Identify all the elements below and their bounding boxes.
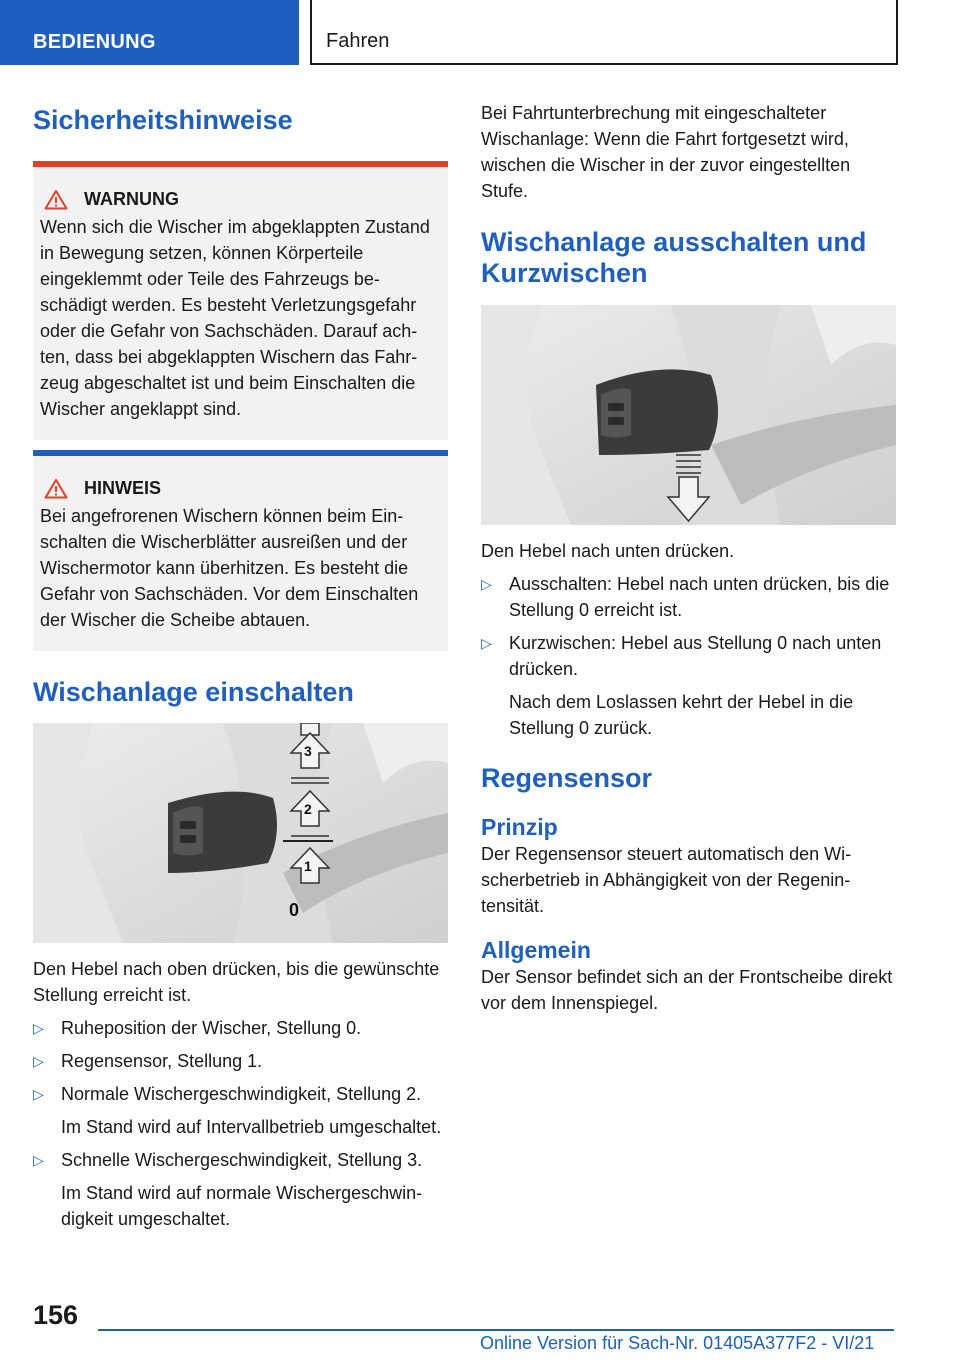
heading-wiper-off: Wischanlage ausschalten und Kurzwischen — [481, 227, 867, 288]
warning-title: WARNUNG — [84, 189, 179, 209]
position-label-2: 2 — [304, 801, 312, 817]
warning-triangle-icon — [44, 189, 68, 210]
footer-version: Online Version für Sach-Nr. 01405A377F2 - VI/21 — [480, 1333, 875, 1353]
note-title: HINWEIS — [84, 478, 162, 498]
note-header — [40, 478, 438, 499]
position-label-0: 0 — [289, 900, 300, 920]
list-item-text: Ausschalten: Hebel nach unten drücken, bis die Stellung 0 erreicht ist. — [509, 574, 890, 620]
section-title: BEDIENUNG — [33, 31, 156, 53]
general-text: Der Sensor befindet sich an der Frontscheibe direkt vor dem Innenspiegel. — [481, 967, 893, 1013]
right-column — [481, 100, 896, 1016]
triangle-bullet-icon: ▷ — [33, 1152, 44, 1168]
heading-wiper-on: Wischanlage einschalten — [33, 677, 354, 707]
warning-triangle-icon — [44, 478, 68, 499]
lever-up-intro: Den Hebel nach oben drücken, bis die gewünschte Stellung erreicht ist. — [33, 959, 440, 1005]
list-item — [481, 571, 896, 623]
chapter-tab — [310, 0, 898, 65]
list-item-text: Normale Wischergeschwindigkeit, Stellung 2. — [61, 1084, 422, 1104]
list-item-text: Ruheposition der Wischer, Stellung 0. — [61, 1018, 362, 1038]
triangle-bullet-icon: ▷ — [481, 635, 492, 651]
note-text: Bei angefrorenen Wischern können beim Einschalten die Wischerblätter ausreißen und der Wischermotor kann überhitzen. Es besteht die Gefahr von Sachschäden. Vor dem Einschalten der Wischer die Scheibe abtauen. — [40, 506, 419, 630]
interrupt-text: Bei Fahrtunterbrechung mit eingeschalteter Wischanlage: Wenn die Fahrt fortgesetzt wird, wischen die Wischer in der zuvor eingestellten Stufe. — [481, 103, 851, 201]
warning-text: Wenn sich die Wischer im abgeklappten Zustand in Bewegung setzen, können Körperteile eingeklemmt oder Teile des Fahrzeugs beschädigt werden. Es besteht Verletzungsgefahr oder die Gefahr von Sachschäden. Darauf achten, dass bei abgeklappten Wischern das Fahrzeug abgeschaltet ist und beim Einschalten die Wischer angeklappt sind. — [40, 217, 430, 419]
list-item-subtext: Nach dem Loslassen kehrt der Hebel in die Stellung 0 zurück. — [509, 692, 854, 738]
list-item — [33, 1081, 448, 1107]
list-item-subtext: Im Stand wird auf normale Wischergeschwindigkeit umgeschaltet. — [61, 1183, 423, 1229]
list-item-text: Schnelle Wischergeschwindigkeit, Stellung 3. — [61, 1150, 423, 1170]
footer-divider — [98, 1329, 894, 1331]
principle-text: Der Regensensor steuert automatisch den Wischerbetrieb in Abhängigkeit von der Regenintensität. — [481, 844, 852, 916]
chapter-title: Fahren — [326, 30, 390, 52]
triangle-bullet-icon: ▷ — [33, 1020, 44, 1036]
list-item-subtext: Im Stand wird auf Intervallbetrieb umgeschaltet. — [61, 1117, 442, 1137]
heading-rain-sensor: Regensensor — [481, 763, 653, 793]
right-bullet-list — [481, 571, 896, 741]
page-number: 156 — [33, 1300, 79, 1330]
list-item — [33, 1015, 448, 1041]
lever-down-intro: Den Hebel nach unten drücken. — [481, 541, 735, 561]
list-item — [33, 1048, 448, 1074]
warning-header — [40, 189, 438, 210]
note-box — [33, 450, 448, 651]
left-bullet-list — [33, 1015, 448, 1232]
list-item-text: Kurzwischen: Hebel aus Stellung 0 nach unten drücken. — [509, 633, 882, 679]
list-item-text: Regensensor, Stellung 1. — [61, 1051, 263, 1071]
wiper-lever-illustration — [481, 305, 896, 525]
wiper-lever-up-figure — [33, 723, 448, 943]
section-tab — [0, 0, 299, 65]
triangle-bullet-icon: ▷ — [33, 1053, 44, 1069]
list-item — [33, 1147, 448, 1173]
list-item — [481, 630, 896, 682]
position-label-3: 3 — [304, 743, 312, 759]
subheading-principle: Prinzip — [481, 814, 558, 840]
heading-safety: Sicherheitshinweise — [33, 105, 293, 135]
subheading-general: Allgemein — [481, 937, 591, 963]
position-label-1: 1 — [304, 858, 312, 874]
left-column — [33, 100, 448, 1232]
warning-box — [33, 161, 448, 440]
triangle-bullet-icon: ▷ — [33, 1086, 44, 1102]
wiper-lever-illustration — [33, 723, 448, 943]
triangle-bullet-icon: ▷ — [481, 576, 492, 592]
wiper-lever-down-figure — [481, 305, 896, 525]
